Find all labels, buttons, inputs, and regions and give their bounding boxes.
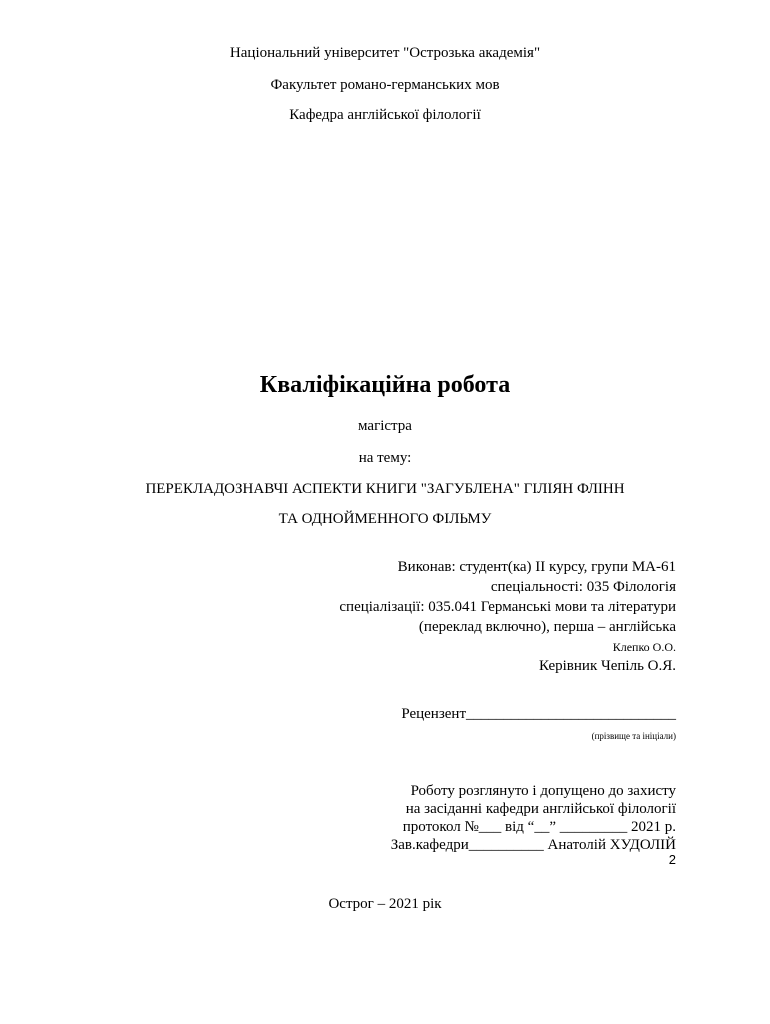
department-name: Кафедра англійської філології (289, 107, 481, 123)
approval-line-2: на засіданні кафедри англійської філології (405, 801, 676, 817)
topic-intro: на тему: (358, 450, 412, 466)
reviewer-hint: (прізвище та ініціали) (591, 731, 676, 741)
degree-label: магістра (358, 418, 412, 434)
author-specialization: спеціалізації: 035.041 Германські мови та літератури (339, 599, 676, 615)
document-title: Кваліфікаційна робота (259, 372, 511, 398)
supervisor-name: Керівник Чепіль О.Я. (539, 658, 676, 674)
approval-protocol: протокол №___ від “__” _________ 2021 р. (402, 819, 676, 835)
author-course-group: Виконав: студент(ка) II курсу, групи МА-61 (397, 559, 676, 575)
place-year: Острог – 2021 рік (328, 896, 442, 912)
approval-head-signature: Зав.кафедри__________ Анатолій ХУДОЛІЙ (390, 837, 676, 853)
reviewer-field: Рецензент____________________________ (401, 706, 676, 722)
topic-line-1: ПЕРЕКЛАДОЗНАВЧІ АСПЕКТИ КНИГИ "ЗАГУБЛЕНА" ГІЛІЯН ФЛІНН (145, 481, 625, 497)
author-specialty: спеціальності: 035 Філологія (490, 579, 676, 595)
student-name: Клепко О.О. (612, 640, 676, 654)
author-specialization-cont: (переклад включно), перша – англійська (418, 619, 676, 635)
topic-line-2: ТА ОДНОЙМЕННОГО ФІЛЬМУ (278, 511, 492, 527)
approval-line-1: Роботу розглянуто і допущено до захисту (410, 783, 676, 799)
page-number: 2 (668, 852, 676, 867)
university-name: Національний університет "Острозька академія" (229, 45, 541, 61)
faculty-name: Факультет романо-германських мов (270, 77, 500, 93)
